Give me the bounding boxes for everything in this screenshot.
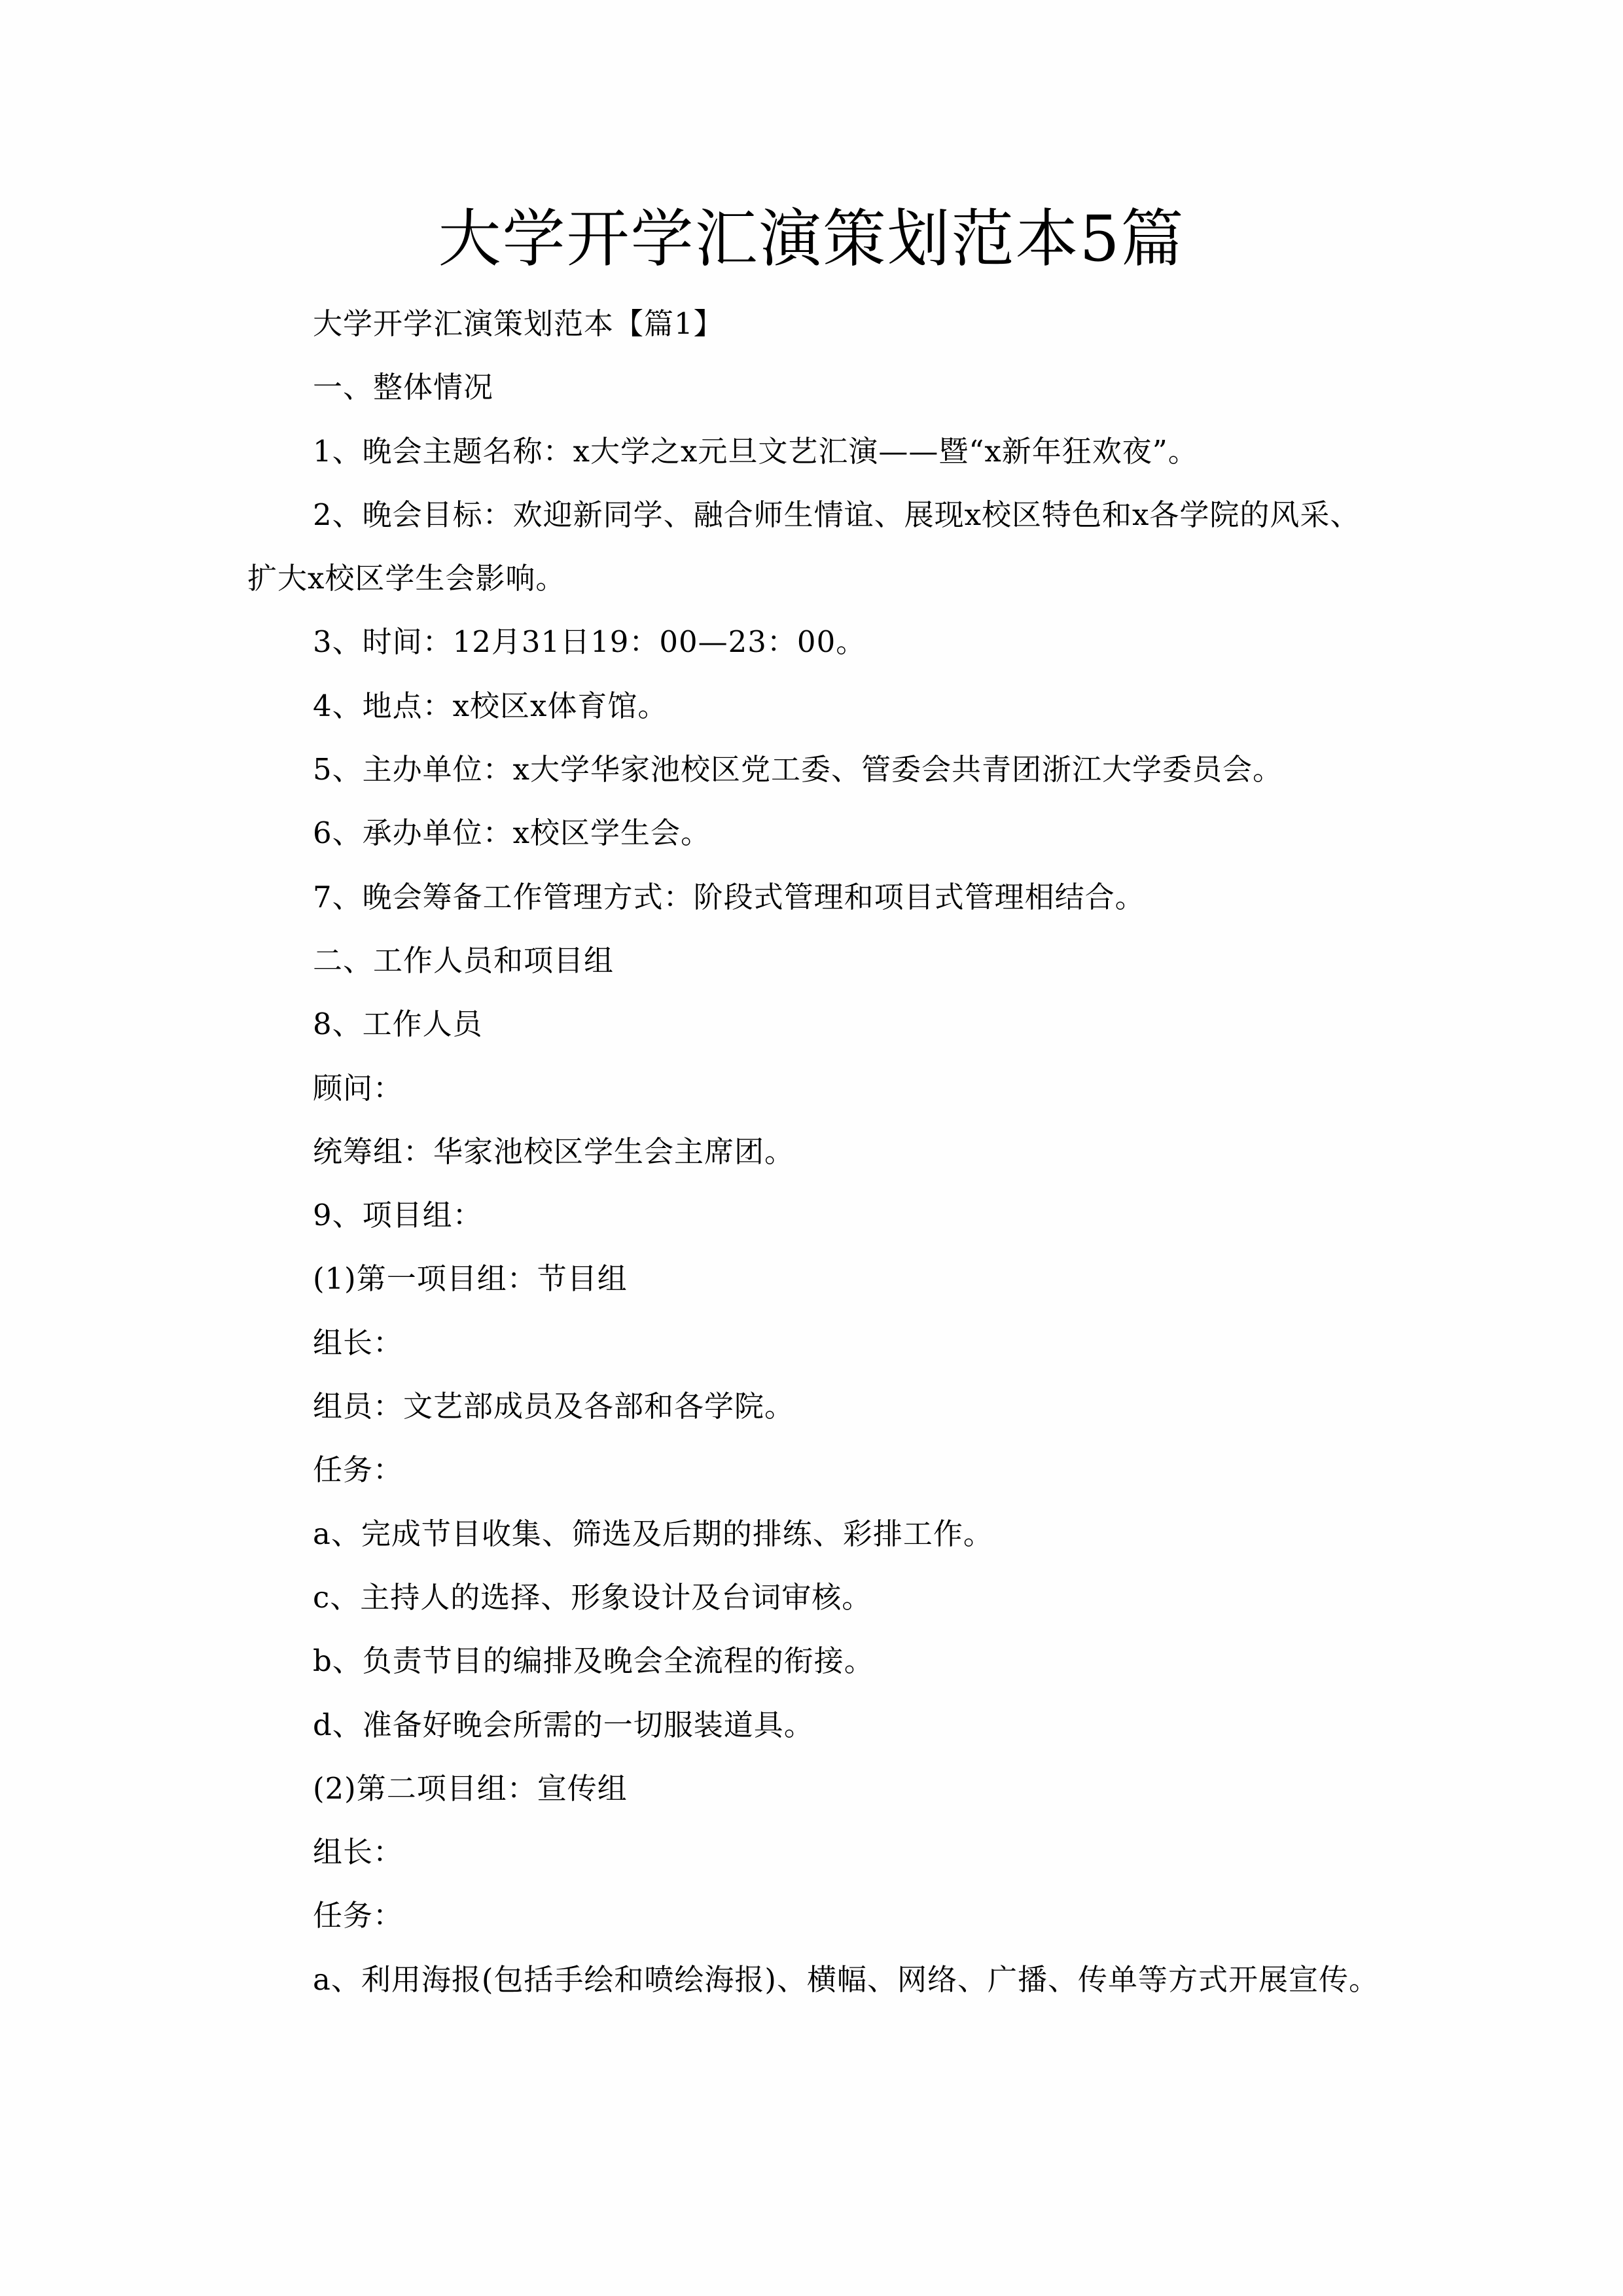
paragraph: d、准备好晚会所需的一切服装道具。: [313, 1707, 814, 1742]
paragraph: 1、晚会主题名称：x大学之x元旦文艺汇演——暨“x新年狂欢夜”。: [313, 433, 1198, 469]
paragraph: 组长：: [313, 1325, 404, 1360]
paragraph: 8、工作人员: [313, 1007, 483, 1042]
paragraph: 2、晚会目标：欢迎新同学、融合师生情谊、展现x校区特色和x各学院的风采、扩大x校区学生会影响。: [247, 497, 1361, 596]
paragraph: 7、晚会筹备工作管理方式：阶段式管理和项目式管理相结合。: [313, 879, 1145, 914]
paragraph: 4、地点：x校区x体育馆。: [313, 688, 668, 723]
section-subtitle: 大学开学汇演策划范本【篇1】: [313, 306, 724, 341]
paragraph: 3、时间：12月31日19：00—23：00。: [313, 624, 866, 660]
paragraph: 9、项目组：: [313, 1198, 483, 1233]
paragraph: 任务：: [313, 1452, 404, 1488]
paragraph: 5、主办单位：x大学华家池校区党工委、管委会共青团浙江大学委员会。: [313, 752, 1283, 787]
document-body: [247, 292, 1380, 2011]
paragraph: 任务：: [313, 1898, 404, 1933]
paragraph: (1)第一项目组：节目组: [313, 1261, 628, 1297]
section-heading: 二、工作人员和项目组: [313, 942, 615, 978]
document-title: 大学开学汇演策划范本5篇: [438, 202, 1185, 276]
paragraph: a、利用海报(包括手绘和喷绘海报)、横幅、网络、广播、传单等方式开展宣传。: [313, 1962, 1379, 1997]
paragraph: c、主持人的选择、形象设计及台词审核。: [313, 1579, 872, 1615]
paragraph: (2)第二项目组：宣传组: [313, 1770, 628, 1806]
paragraph: a、完成节目收集、筛选及后期的排练、彩排工作。: [313, 1516, 993, 1551]
paragraph: 顾问：: [313, 1070, 404, 1105]
paragraph: b、负责节目的编排及晚会全流程的衔接。: [313, 1643, 874, 1679]
section-heading: 一、整体情况: [313, 370, 494, 405]
paragraph: 统筹组：华家池校区学生会主席团。: [313, 1134, 795, 1169]
paragraph: 6、承办单位：x校区学生会。: [313, 816, 711, 851]
paragraph: 组员：文艺部成员及各部和各学院。: [313, 1389, 795, 1424]
paragraph: 组长：: [313, 1835, 404, 1870]
